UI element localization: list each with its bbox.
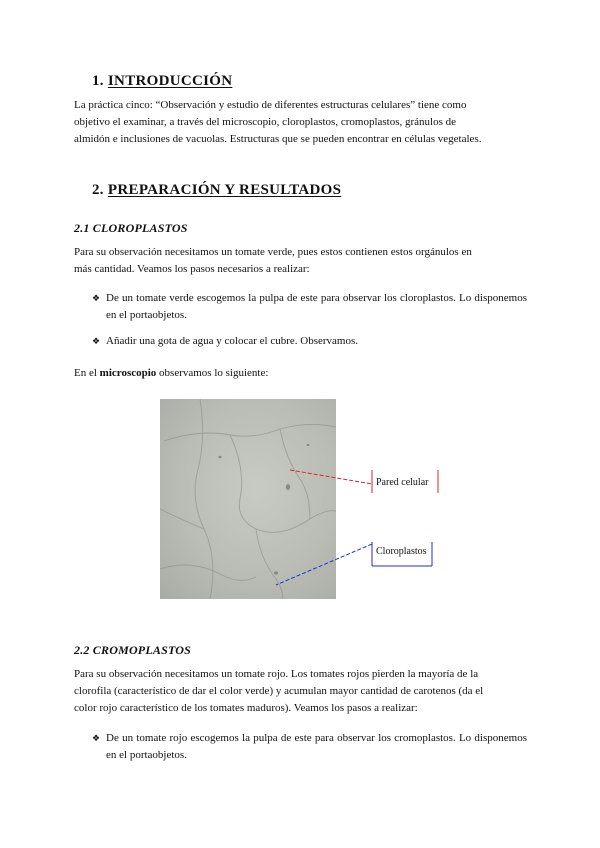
paragraph-line: almidón e inclusiones de vacuolas. Estructuras que se pueden encontrar en células vegetales.	[74, 132, 482, 145]
diamond-bullet-icon: ❖	[92, 336, 101, 346]
paragraph-line: Para su observación necesitamos un tomate verde, pues estos contienen estos orgánulos en	[74, 246, 472, 258]
microscope-bold-word: microscopio	[99, 367, 157, 379]
diamond-bullet-icon: ❖	[92, 293, 101, 303]
section-2-title: PREPARACIÓN Y RESULTADOS	[107, 182, 342, 198]
chloroplast-pointer-line	[276, 544, 372, 585]
chloroplast-label: Cloroplastos	[376, 546, 427, 557]
microscope-intro: En el microscopio observamos lo siguiente:	[74, 367, 269, 379]
bullet-text: Añadir una gota de agua y colocar el cubre. Observamos.	[106, 335, 358, 347]
chromoplast-paragraph	[74, 666, 527, 716]
bullet-item	[92, 730, 527, 764]
diamond-bullet-icon: ❖	[92, 733, 101, 743]
bullet-text: De un tomate verde escogemos la pulpa de este para observar los cloroplastos. Lo disponemos en el portaobjetos.	[106, 292, 527, 321]
bullet-text: De un tomate rojo escogemos la pulpa de este para observar los cromoplastos. Lo disponemos en el portaobjetos.	[106, 732, 527, 761]
paragraph-line: más cantidad. Veamos los pasos necesarios a realizar:	[74, 262, 310, 275]
section-2-number: 2.	[92, 182, 104, 198]
section-1-title: INTRODUCCIÓN	[107, 73, 233, 89]
section-1-number: 1.	[92, 73, 104, 89]
paragraph-line: clorofila (característico de dar el color verde) y acumulan mayor cantidad de carotenos (da el	[74, 684, 484, 697]
wall-pointer-line	[290, 470, 372, 484]
subsection-2-2-title: 2.2 CROMOPLASTOS	[74, 643, 192, 657]
paragraph-line: Para su observación necesitamos un tomate rojo. Los tomates rojos pierden la mayoría de la	[74, 668, 479, 680]
paragraph-line: color rojo característico de los tomates maduros). Veamos los pasos a realizar:	[74, 701, 418, 714]
wall-label: Pared celular	[376, 477, 429, 488]
subsection-2-1-title: 2.1 CLOROPLASTOS	[74, 221, 188, 235]
paragraph-line: objetivo el examinar, a través del microscopio, cloroplastos, cromoplastos, gránulos de	[74, 115, 457, 128]
paragraph-line: La práctica cinco: “Observación y estudio de diferentes estructuras celulares” tiene como	[74, 99, 467, 111]
